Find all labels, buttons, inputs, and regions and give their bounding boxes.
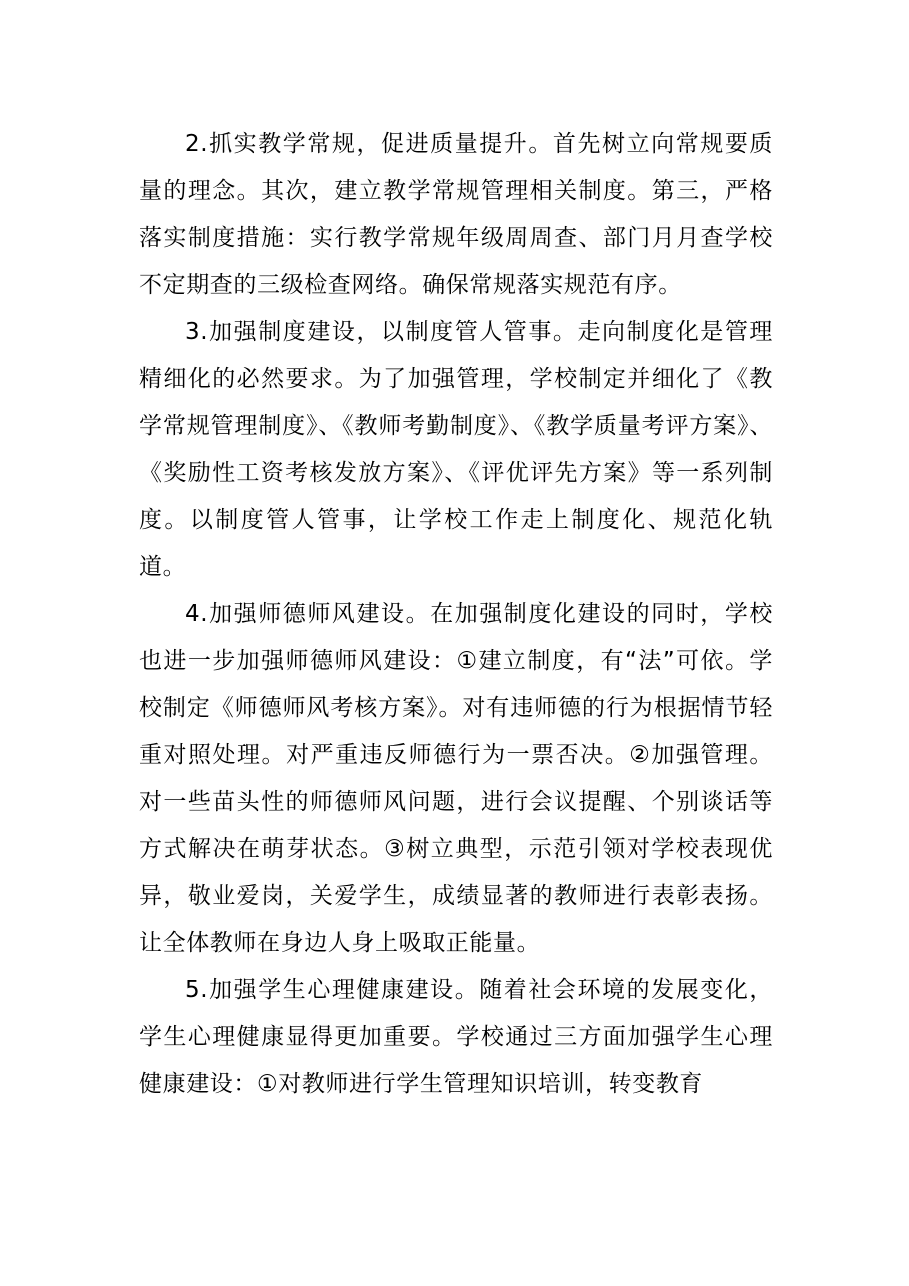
paragraph-teacher-ethics: 4.加强师德师风建设。在加强制度化建设的同时，学校也进一步加强师德师风建设：①建立制度，有“法”可依。学校制定《师德师风考核方案》。对有违师德的行为根据情节轻重对照处理。对严重违反师德行为一票否决。②加强管理。对一些苗头性的师德师风问题，进行会议提醒、个别谈话等方式解决在萌芽状态。③树立典型，示范引领对学校表现优异，敬业爱岗，关爱学生，成绩显著的教师进行表彰表扬。让全体教师在身边人身上吸取正能量。 [139, 601, 773, 956]
paragraph-student-mental-health: 5.加强学生心理健康建设。随着社会环境的发展变化，学生心理健康显得更加重要。学校通过三方面加强学生心理健康建设：①对教师进行学生管理知识培训，转变教育 [139, 977, 773, 1097]
paragraph-teaching-routine: 2.抓实教学常规，促进质量提升。首先树立向常规要质量的理念。其次，建立教学常规管理相关制度。第三，严格落实制度措施：实行教学常规年级周周查、部门月月查学校不定期查的三级检查网络。确保常规落实规范有序。 [139, 131, 773, 298]
document-body [139, 121, 773, 1108]
paragraph-system-building: 3.加强制度建设，以制度管人管事。走向制度化是管理精细化的必然要求。为了加强管理，学校制定并细化了《教学常规管理制度》、《教师考勤制度》、《教学质量考评方案》、《奖励性工资考核发放方案》、《评优评先方案》等一系列制度。以制度管人管事，让学校工作走上制度化、规范化轨道。 [139, 319, 773, 580]
